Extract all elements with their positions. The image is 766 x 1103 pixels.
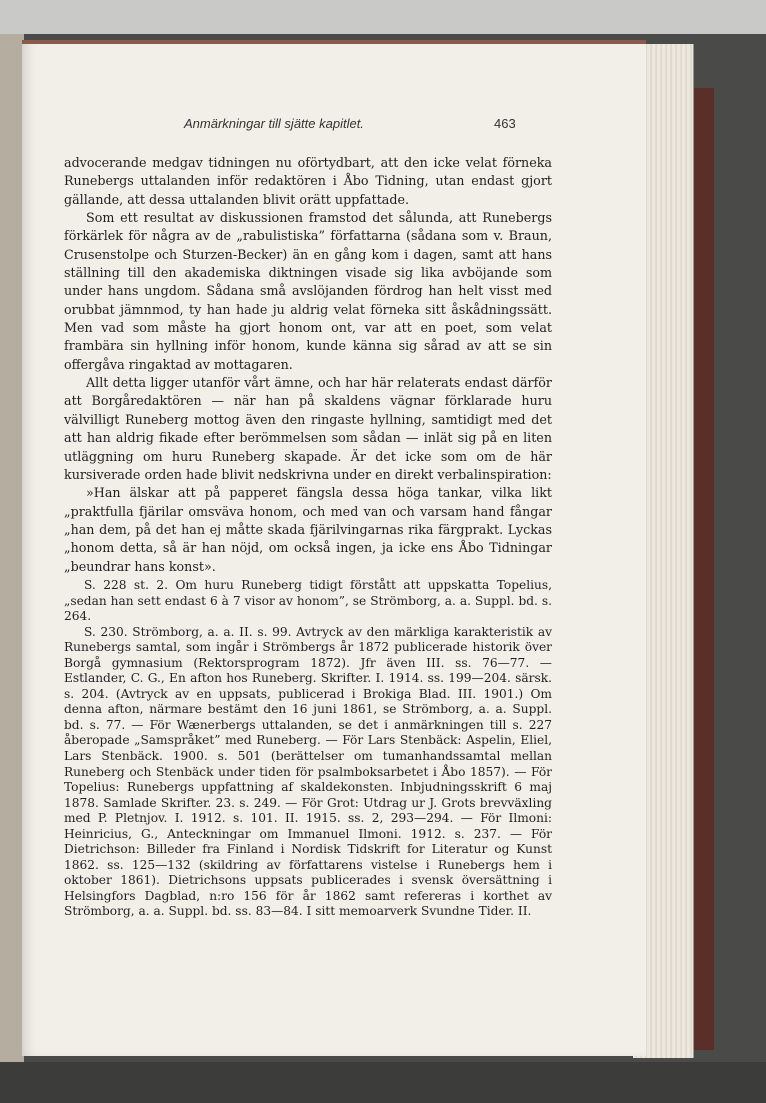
page-number: 463 [494, 116, 516, 131]
scan-background-top [0, 0, 766, 34]
note: S. 230. Strömborg, a. a. II. s. 99. Avtryck av den märkliga karakteristik av Runebergs samtal, som ingår i Strömbergs år 1872 publicerade historik över Borgå gymnasium (Rektorsprogram 1872). Jfr även III. ss. 76—77. — Estlander, C. G., En afton hos Runeberg. Skrifter. I. 1914. ss. 199—204. särsk. s. 204. (Avtryck av en uppsats, publicerad i Brokiga Blad. III. 1901.) Om denna afton, närmare bestämt den 16 juni 1861, se Strömborg, a. a. Suppl. bd. s. 77. — För Wænerbergs uttalanden, se det i anmärkningen till s. 227 åberopade „Samspråket” med Runeberg. — För Lars Stenbäck: Aspelin, Eliel, Lars Stenbäck. 1900. s. 501 (berättelser om tumanhandssamtal mellan Runeberg och Stenbäck under tiden för psalmboksarbetet i Åbo 1857). — För Topelius: Runebergs uppfattning af skaldekonsten. Inbjudningsskrift 6 maj 1878. Samlade Skrifter. 23. s. 249. — För Grot: Utdrag ur J. Grots brevväxling med P. Pletnjov. I. 1912. s. 101. II. 1915. ss. 2, 293—294. — För Ilmoni: Heinricius, G., Anteckningar om Immanuel Ilmoni. 1912. s. 237. — För Dietrichson: Billeder fra Finland i Nordisk Tidskrift for Literatur og Kunst 1862. ss. 125—132 (skildring av författarens vistelse i Runebergs hem i oktober 1861). Dietrichsons uppsats publicerades i svensk översättning i Helsingfors Dagblad, n:ro 156 för år 1862 samt refereras i korthet av Strömborg, a. a. Suppl. bd. ss. 83—84. I sitt memoarverk Svundne Tider. II. [64, 624, 552, 919]
book-cover-left [0, 34, 24, 1064]
notes-section [64, 578, 552, 920]
book-page [22, 40, 646, 1056]
running-head [22, 116, 646, 136]
paragraph: Som ett resultat av diskussionen framstod det sålunda, att Runebergs förkärlek för några av de „rabulistiska” författarna (sådana som v. Braun, Crusenstolpe och Sturzen-Becker) än en gång kom i dagen, samt att hans ställning till den akademiska diktningen visade sig lika avböjande som under hans ungdom. Sådana små avslöjanden fördrog han helt visst med orubbat jämnmod, ty han hade ju aldrig velat förneka sitt åskådningssätt. Men vad som måste ha gjort honom ont, var att en poet, som velat frambära sin hyllning inför honom, kunde känna sig sårad av att se sin offergåva ringaktad av mottagaren. [64, 210, 552, 372]
paragraph: advocerande medgav tidningen nu oförtydbart, att den icke velat förneka Runebergs uttalanden inför redaktören i Åbo Tidning, utan endast gjort gällande, att dessa uttalanden blivit orätt uppfattade. [64, 155, 552, 207]
main-text [64, 154, 552, 576]
quotation: »Han älskar att på papperet fängsla dessa höga tankar, vilka likt „praktfulla fjärilar omsväva honom, och med van och varsam hand fångar „han dem, på det han ej måtte skada fjärilvingarnas rika färgprakt. Lyckas „honom detta, så är han nöjd, om också ingen, ja icke ens Åbo Tidningar „beundrar hans konst». [64, 485, 552, 574]
note: S. 228 st. 2. Om huru Runeberg tidigt förstått att uppskatta Topelius, „sedan han sett endast 6 à 7 visor av honom”, se Strömborg, a. a. Suppl. bd. s. 264. [64, 578, 552, 624]
page-top-edge [22, 40, 646, 44]
scan-background-bottom [0, 1062, 766, 1103]
chapter-title: Anmärkningar till sjätte kapitlet. [184, 116, 364, 131]
paragraph: Allt detta ligger utanför vårt ämne, och har här relaterats endast därför att Borgåredaktören — när han på skaldens vägnar förklarade huru välvilligt Runeberg mottog även den ringaste hyllning, samtidigt med det att han aldrig fikade efter berömmelsen som sådan — inlät sig på en liten utläggning om huru Runeberg skapade. Är det icke som om de här kursiverade orden hade blivit nedskrivna under en direkt verbalinspiration: [64, 375, 552, 482]
